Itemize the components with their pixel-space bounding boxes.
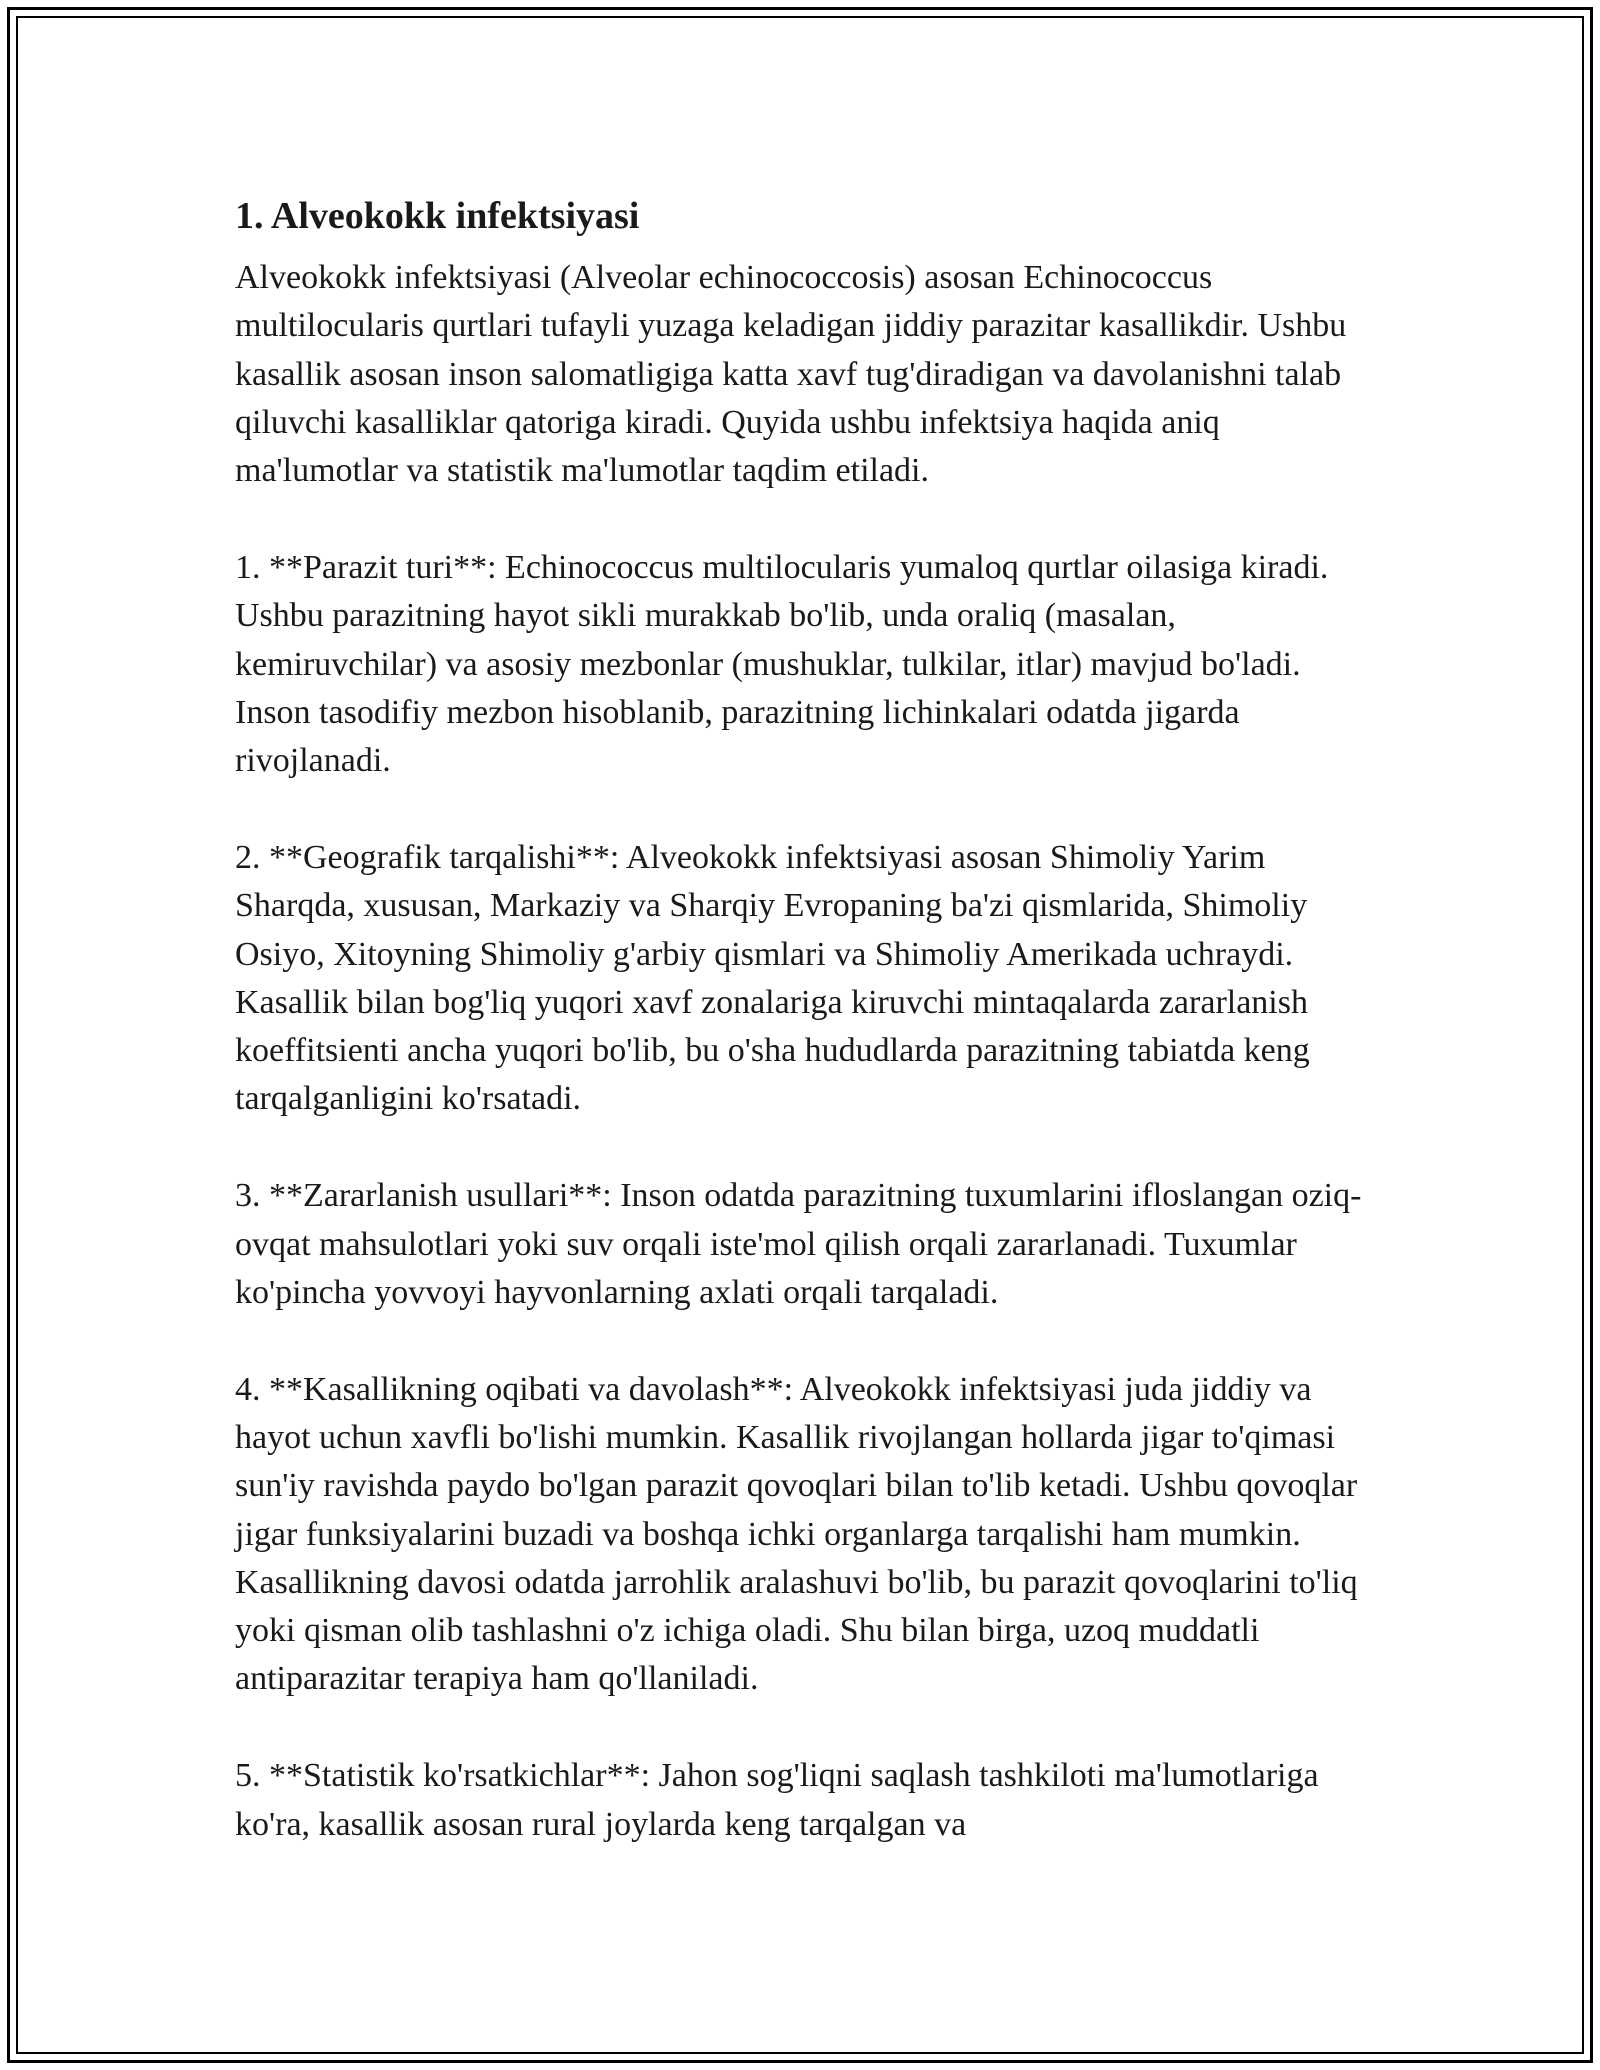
paragraph-outcome-treatment: 4. **Kasallikning oqibati va davolash**: Alveokokk infektsiyasi juda jiddiy va hayot uchun xavfli bo'lishi mumkin. Kasallik rivojlangan hollarda jigar to'qimasi sun'iy ravishda paydo bo'lgan parazit qovoqlari bilan to'lib ketadi. Ushbu qovoqlar jigar funksiyalarini buzadi va boshqa ichki organlarga tarqalishi ham mumkin. Kasallikning davosi odatda jarrohlik aralashuvi bo'lib, bu parazit qovoqlarini to'liq yoki qisman olib tashlashni o'z ichiga oladi. Shu bilan birga, uzoq muddatli antiparazitar terapiya ham qo'llaniladi. — [235, 1370, 1358, 1698]
document-body — [235, 186, 1375, 1897]
paragraph-infection-methods: 3. **Zararlanish usullari**: Inson odatda parazitning tuxumlarini ifloslangan oziq-ovqat mahsulotlari yoki suv orqali iste'mol qilish orqali zararlanadi. Tuxumlar ko'pincha yovvoyi hayvonlarning axlati orqali tarqaladi. — [235, 1177, 1362, 1311]
paragraph-geographic-distribution: 2. **Geografik tarqalishi**: Alveokokk infektsiyasi asosan Shimoliy Yarim Sharqda, xususan, Markaziy va Sharqiy Evropaning ba'zi qismlarida, Shimoliy Osiyo, Xitoyning Shimoliy g'arbiy qismlari va Shimoliy Amerikada uchraydi. Kasallik bilan bog'liq yuqori xavf zonalariga kiruvchi mintaqalarda zararlanish koeffitsienti ancha yuqori bo'lib, bu o'sha hududlarda parazitning tabiatda keng tarqalganligini ko'rsatadi. — [235, 838, 1310, 1118]
paragraph-statistics: 5. **Statistik ko'rsatkichlar**: Jahon sog'liqni saqlash tashkiloti ma'lumotlariga ko'ra, kasallik asosan rural joylarda keng tarqalgan va — [235, 1757, 1319, 1843]
section-heading: 1. Alveokokk infektsiyasi — [235, 195, 640, 237]
intro-paragraph: Alveokokk infektsiyasi (Alveolar echinococcosis) asosan Echinococcus multilocularis qurtlari tufayli yuzaga keladigan jiddiy parazitar kasallikdir. Ushbu kasallik asosan inson salomatligiga katta xavf tug'diradigan va davolanishni talab qiluvchi kasalliklar qatoriga kiradi. Quyida ushbu infektsiya haqida aniq ma'lumotlar va statistik ma'lumotlar taqdim etiladi. — [235, 259, 1347, 490]
paragraph-parasite-type: 1. **Parazit turi**: Echinococcus multilocularis yumaloq qurtlar oilasiga kiradi. Ushbu parazitning hayot sikli murakkab bo'lib, unda oraliq (masalan, kemiruvchilar) va asosiy mezbonlar (mushuklar, tulkilar, itlar) mavjud bo'ladi. Inson tasodifiy mezbon hisoblanib, parazitning lichinkalari odatda jigarda rivojlanadi. — [235, 548, 1329, 780]
